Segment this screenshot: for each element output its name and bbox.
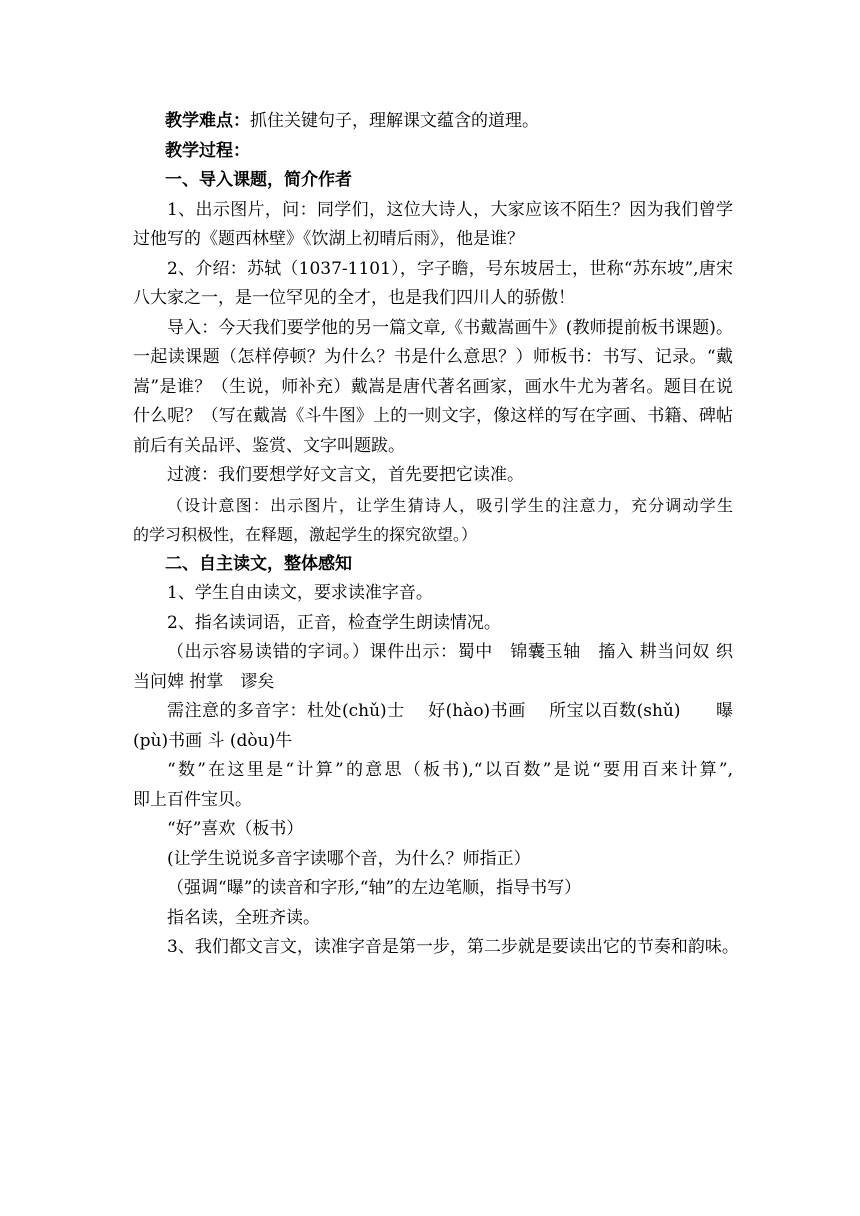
transition-paragraph: 过渡：我们要想学好文言文，首先要把它读准。 — [167, 465, 524, 485]
section-1-paragraph-2 — [133, 255, 733, 314]
section-2-item-3: 3、我们都文言文，读准字音是第一步，第二步就是要读出它的节奏和韵味。 — [167, 937, 739, 957]
document-body — [133, 107, 739, 963]
section-2-heading: 二、自主读文，整体感知 — [165, 553, 352, 574]
paragraph-line: 1、出示图片，问：同学们，这位大诗人，大家应该不陌生？因为我们曾学 — [167, 199, 733, 220]
design-intent-note — [133, 491, 733, 550]
teaching-difficulty — [133, 107, 733, 137]
section-1-paragraph-3 — [133, 314, 733, 462]
note-line: 的学习积极性，在释题，激起学生的探究欲望。） — [133, 525, 478, 544]
teaching-difficulty-label: 教学难点： — [165, 111, 250, 131]
emphasize-paragraph: （强调“曝”的读音和字形,“轴”的左边笔顺，指导书写） — [167, 878, 582, 898]
paragraph-line: 一起读课题（怎样停顿？为什么？书是什么意思？）师板书：书写、记录。“戴 — [133, 347, 733, 367]
paragraph-line: 八大家之一，是一位罕见的全才，也是我们四川人的骄傲！ — [133, 288, 575, 308]
ask-students-paragraph: (让学生说说多音字读哪个音，为什么？师指正） — [167, 848, 531, 869]
paragraph-line: 当问婢 拊掌 谬矣 — [133, 671, 275, 692]
section-1-heading: 一、导入课题，简介作者 — [165, 170, 352, 190]
paragraph-line: 导入：今天我们要学他的另一篇文章,《书戴嵩画牛》(教师提前板书课题)。 — [167, 317, 733, 338]
paragraph-line: 什么呢？（写在戴嵩《斗牛图》上的一则文字，像这样的写在字画、书籍、碑帖 — [133, 406, 733, 426]
section-1-paragraph-1 — [133, 196, 733, 255]
note-line: （设计意图：出示图片，让学生猜诗人，吸引学生的注意力，充分调动学生 — [167, 495, 733, 515]
teaching-process-heading: 教学过程： — [165, 140, 250, 161]
paragraph-line: 嵩”是谁？（生说，师补充）戴嵩是唐代著名画家，画水牛尤为著名。题目在说 — [133, 376, 733, 397]
paragraph-line: 需注意的多音字：杜处(chǔ)士 好(hào)书画 所宝以百数(shǔ) 曝 — [167, 701, 733, 721]
read-together-paragraph: 指名读，全班齐读。 — [167, 907, 320, 928]
paragraph-line: 前后有关品评、鉴赏、文字叫题跋。 — [133, 435, 405, 456]
hao-explanation: “好”喜欢（板书） — [167, 819, 304, 839]
teaching-difficulty-text: 抓住关键句子，理解课文蕴含的道理。 — [250, 111, 539, 131]
paragraph-line: (pù)书画 斗 (dòu)牛 — [133, 730, 293, 751]
paragraph-line: 2、介绍：苏轼（1037-1101），字子瞻，号东坡居士，世称“苏东坡”,唐宋 — [167, 258, 733, 279]
section-2-item-2: 2、指名读词语，正音，检查学生朗读情况。 — [167, 612, 501, 633]
paragraph-line: 即上百件宝贝。 — [133, 789, 252, 810]
shu-explanation-paragraph — [133, 756, 733, 815]
difficult-words-paragraph — [133, 638, 733, 697]
polyphone-paragraph — [133, 697, 733, 756]
paragraph-line: 过他写的《题西林壁》《饮湖上初晴后雨》，他是谁？ — [133, 229, 524, 249]
paragraph-line: “数”在这里是“计算”的意思（板书),“以百数”是说“要用百来计算”, — [167, 760, 733, 780]
paragraph-line: （出示容易读错的字词。）课件出示：蜀中 锦囊玉轴 搐入 耕当问奴 织 — [167, 642, 733, 662]
section-2-item-1: 1、学生自由读文，要求读准字音。 — [167, 583, 433, 603]
